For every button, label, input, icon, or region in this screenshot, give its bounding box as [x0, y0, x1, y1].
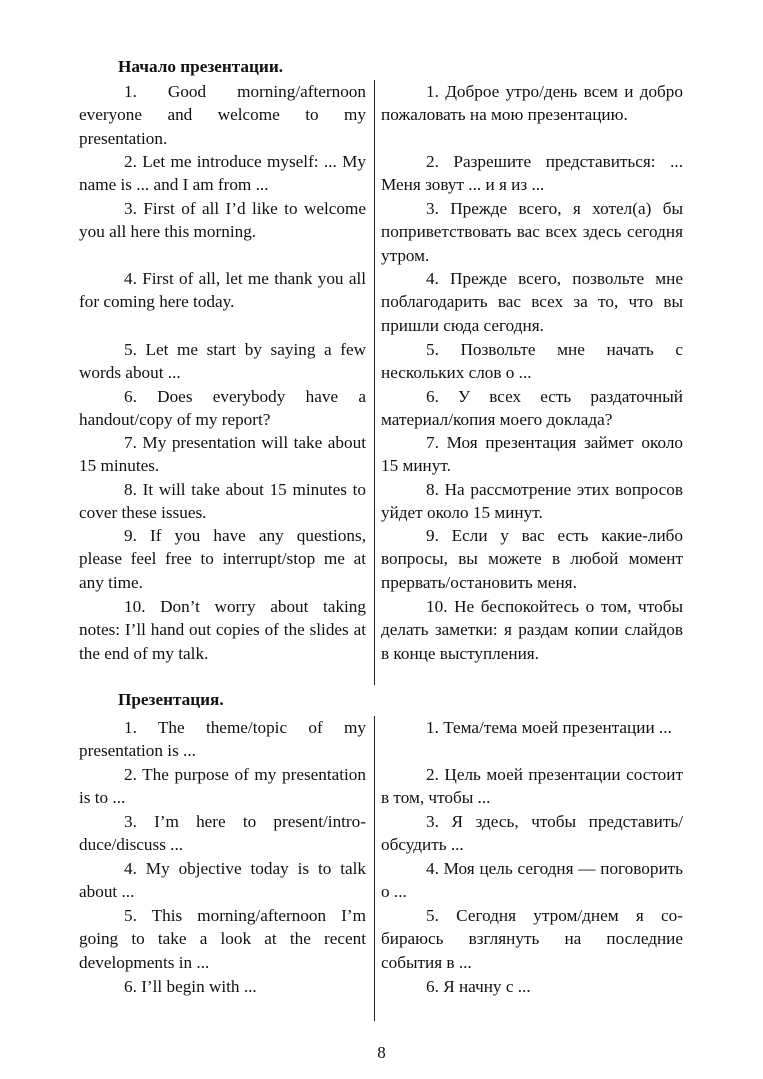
english-phrase-10: 10. Don’t worry about taking notes: I’ll hand out copies of the slides at the end of my talk.: [79, 597, 366, 663]
english-phrase-4: 4. First of all, let me thank you all for coming here today.: [79, 269, 366, 312]
russian-phrase-6: 6. У всех есть раздаточный материал/копия моего доклада?: [381, 387, 683, 430]
russian-phrase-3: 3. Я здесь, чтобы представить/обсудить ...: [381, 812, 683, 855]
russian-phrase-7: 7. Моя презентация займет около 15 минут.: [381, 433, 683, 476]
russian-phrase-2: 2. Цель моей презентации состоит в том, чтобы ...: [381, 765, 683, 808]
english-phrase-1: 1. Good morning/afternoon everyone and welcome to my presentation.: [79, 82, 366, 148]
column-divider: [374, 80, 375, 685]
phrase-table-intro: [0, 80, 763, 685]
english-phrase-1: 1. The theme/topic of my presentation is ...: [79, 718, 366, 761]
russian-phrase-10: 10. Не беспокойтесь о том, чтобы делать заметки: я раздам копии слайдов в конце выступления.: [381, 597, 683, 663]
russian-phrase-1: 1. Доброе утро/день всем и добро пожаловать на мою презентацию.: [381, 82, 683, 125]
page-number: 8: [377, 1043, 386, 1062]
russian-phrase-5: 5. Сегодня утром/днем я собираюсь взглянуть на последние события в ...: [381, 906, 683, 972]
russian-phrase-3: 3. Прежде всего, я хотел(а) бы поприветствовать вас всех здесь сегодня утром.: [381, 199, 683, 265]
english-phrase-9: 9. If you have any questions, please feel free to interrupt/stop me at any time.: [79, 526, 366, 592]
english-phrase-4: 4. My objective today is to talk about ...: [79, 859, 366, 902]
russian-phrase-9: 9. Если у вас есть какие-либо вопросы, вы можете в любой момент прервать/остановить меня.: [381, 526, 683, 592]
english-phrase-2: 2. The purpose of my presentation is to ...: [79, 765, 366, 808]
russian-phrase-6: 6. Я начну с ...: [426, 977, 531, 996]
english-phrase-5: 5. Let me start by saying a few words about ...: [79, 340, 366, 383]
english-phrase-8: 8. It will take about 15 minutes to cover these issues.: [79, 480, 366, 523]
russian-phrase-5: 5. Позвольте мне начать с нескольких слов о ...: [381, 340, 683, 383]
russian-phrase-4: 4. Моя цель сегодня — поговорить о ...: [381, 859, 683, 902]
russian-phrase-2: 2. Разрешите представиться: ... Меня зовут ... и я из ...: [381, 152, 683, 195]
russian-phrase-4: 4. Прежде всего, позвольте мне поблагодарить вас всех за то, что вы пришли сюда сегодня.: [381, 269, 683, 335]
english-phrase-3: 3. I’m here to present/introduce/discuss ...: [79, 812, 366, 855]
column-divider: [374, 716, 375, 1021]
english-phrase-6: 6. I’ll begin with ...: [124, 977, 257, 996]
english-phrase-7: 7. My presentation will take about 15 minutes.: [79, 433, 366, 476]
english-phrase-5: 5. This morning/afternoon I’m going to take a look at the recent developments in ...: [79, 906, 366, 972]
english-phrase-6: 6. Does everybody have a handout/copy of my report?: [79, 387, 366, 430]
english-phrase-3: 3. First of all I’d like to welcome you all here this morning.: [79, 199, 366, 242]
phrase-table-presentation: [0, 716, 763, 1021]
english-phrase-2: 2. Let me introduce myself: ... My name is ... and I am from ...: [79, 152, 366, 195]
section-heading-intro: Начало презентации.: [118, 57, 284, 76]
russian-phrase-8: 8. На рассмотрение этих вопросов уйдет около 15 минут.: [381, 480, 683, 523]
section-heading-presentation: Презентация.: [118, 690, 224, 709]
russian-phrase-1: 1. Тема/тема моей презентации ...: [426, 718, 672, 737]
